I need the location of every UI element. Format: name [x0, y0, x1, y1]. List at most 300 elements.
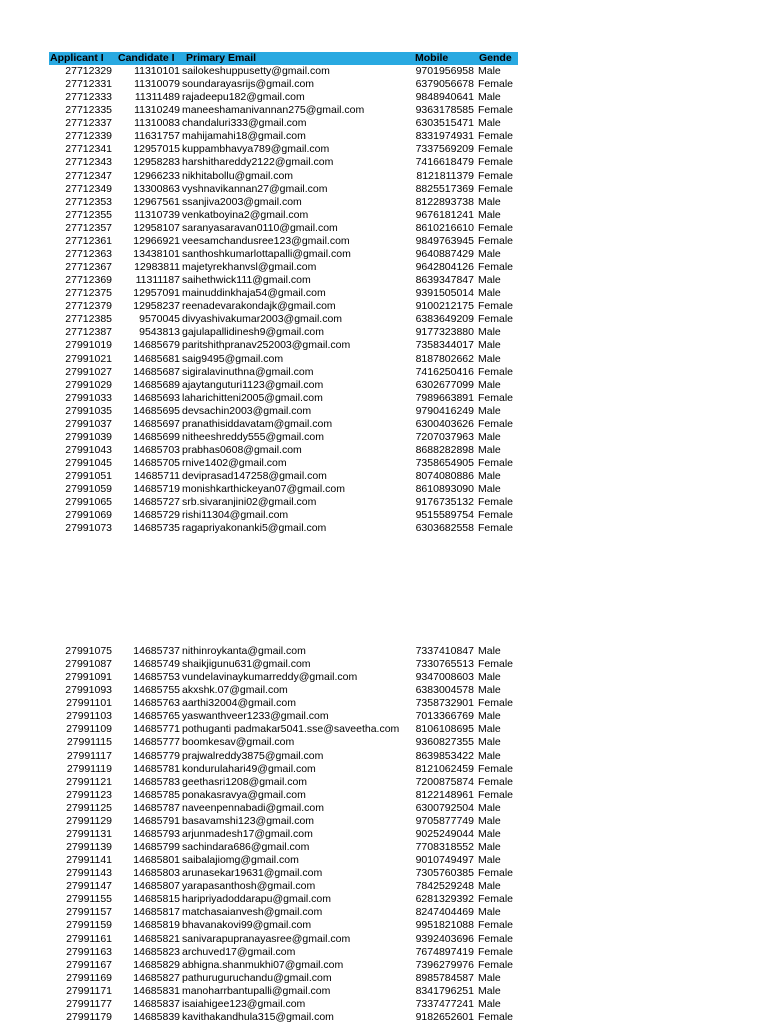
applicant-id-cell[interactable]: 27991117 [66, 749, 112, 762]
table-row[interactable] [0, 946, 768, 959]
email-cell[interactable]: santhoshkumarlottapalli@gmail.com [182, 247, 351, 260]
mobile-cell[interactable]: 9025249044 [415, 827, 474, 840]
email-cell[interactable]: rishi11304@gmail.com [182, 509, 289, 522]
gender-cell[interactable]: Female [478, 261, 514, 274]
table-row[interactable] [0, 867, 768, 880]
gender-cell[interactable]: Male [478, 997, 501, 1010]
mobile-cell[interactable]: 6302677099 [415, 378, 474, 391]
gender-cell[interactable]: Female [478, 945, 514, 958]
gender-cell[interactable]: Female [478, 234, 514, 247]
applicant-id-cell[interactable]: 27712385 [65, 313, 112, 326]
table-row[interactable] [0, 854, 768, 867]
mobile-cell[interactable]: 9951821088 [415, 919, 474, 932]
mobile-cell[interactable]: 8121062459 [415, 762, 474, 775]
mobile-cell[interactable]: 9010749497 [415, 854, 474, 867]
applicant-id-cell[interactable]: 27991045 [65, 457, 112, 470]
candidate-id-cell[interactable]: 9570045 [139, 313, 180, 326]
applicant-id-cell[interactable]: 27712363 [65, 247, 112, 260]
candidate-id-cell[interactable]: 14685803 [133, 867, 180, 880]
gender-cell[interactable]: Female [478, 169, 514, 182]
table-row[interactable] [0, 274, 768, 287]
email-cell[interactable]: yarapasanthosh@gmail.com [182, 880, 316, 893]
mobile-cell[interactable]: 8639853422 [415, 749, 474, 762]
applicant-id-cell[interactable]: 27991109 [66, 723, 112, 736]
applicant-id-cell[interactable]: 27991087 [65, 658, 112, 671]
gender-cell[interactable]: Male [478, 247, 501, 260]
gender-cell[interactable]: Female [478, 1010, 514, 1023]
gender-cell[interactable]: Male [478, 326, 501, 339]
applicant-id-cell[interactable]: 27712331 [65, 78, 112, 91]
table-row[interactable] [0, 789, 768, 802]
applicant-id-cell[interactable]: 27712369 [65, 274, 112, 287]
candidate-id-cell[interactable]: 14685727 [133, 496, 180, 509]
gender-cell[interactable]: Female [478, 182, 514, 195]
candidate-id-cell[interactable]: 14685793 [133, 827, 180, 840]
table-row[interactable] [0, 880, 768, 893]
applicant-id-cell[interactable]: 27991091 [65, 671, 112, 684]
mobile-cell[interactable]: 8122148961 [415, 788, 474, 801]
gender-cell[interactable]: Male [478, 645, 501, 657]
email-cell[interactable]: saihethwick111@gmail.com [182, 274, 311, 287]
email-cell[interactable]: reenadevarakondajk@gmail.com [182, 300, 336, 313]
mobile-cell[interactable]: 7207037963 [415, 430, 474, 443]
email-cell[interactable]: isaiahigee123@gmail.com [182, 997, 306, 1010]
gender-cell[interactable]: Female [478, 496, 514, 509]
candidate-id-cell[interactable]: 14685799 [133, 841, 180, 854]
email-cell[interactable]: arunasekar19631@gmail.com [182, 867, 323, 880]
mobile-cell[interactable]: 7200875874 [415, 775, 474, 788]
gender-cell[interactable]: Male [478, 684, 501, 697]
candidate-id-cell[interactable]: 12957091 [133, 287, 180, 300]
mobile-cell[interactable]: 7337569209 [415, 143, 474, 156]
gender-cell[interactable]: Female [478, 762, 514, 775]
mobile-cell[interactable]: 8985784587 [415, 971, 474, 984]
gender-cell[interactable]: Female [478, 417, 514, 430]
applicant-id-cell[interactable]: 27991159 [66, 919, 112, 932]
table-row[interactable] [0, 196, 768, 209]
email-cell[interactable]: akxshk.07@gmail.com [182, 684, 288, 697]
email-cell[interactable]: pothuganti padmakar5041.sse@saveetha.com [182, 723, 400, 736]
candidate-id-cell[interactable]: 14685819 [133, 919, 180, 932]
candidate-id-cell[interactable]: 11631757 [134, 130, 180, 143]
email-cell[interactable]: prajwalreddy3875@gmail.com [182, 749, 324, 762]
gender-cell[interactable]: Male [478, 470, 501, 483]
applicant-id-cell[interactable]: 27712347 [65, 169, 112, 182]
candidate-id-cell[interactable]: 14685785 [133, 788, 180, 801]
gender-cell[interactable]: Female [478, 143, 514, 156]
candidate-id-cell[interactable]: 14685779 [133, 749, 180, 762]
email-cell[interactable]: sachindara686@gmail.com [182, 841, 310, 854]
candidate-id-cell[interactable]: 14685815 [133, 893, 180, 906]
applicant-id-cell[interactable]: 27991037 [65, 417, 112, 430]
mobile-cell[interactable]: 8341796251 [415, 984, 474, 997]
applicant-id-cell[interactable]: 27712357 [65, 221, 112, 234]
table-row[interactable] [0, 710, 768, 723]
table-row[interactable] [0, 736, 768, 749]
table-row[interactable] [0, 483, 768, 496]
candidate-id-cell[interactable]: 11310101 [134, 65, 180, 77]
email-cell[interactable]: vyshnavikannan27@gmail.com [182, 182, 328, 195]
mobile-cell[interactable]: 6281329392 [415, 893, 474, 906]
email-cell[interactable]: chandaluri333@gmail.com [182, 117, 307, 130]
mobile-cell[interactable]: 9642804126 [415, 261, 474, 274]
mobile-cell[interactable]: 9515589754 [415, 509, 474, 522]
candidate-id-cell[interactable]: 14685729 [133, 509, 180, 522]
mobile-cell[interactable]: 6303515471 [415, 117, 474, 130]
gender-cell[interactable]: Male [478, 195, 501, 208]
applicant-id-cell[interactable]: 27991101 [66, 697, 112, 710]
applicant-id-cell[interactable]: 27991073 [65, 522, 112, 535]
mobile-cell[interactable]: 7013366769 [415, 710, 474, 723]
mobile-cell[interactable]: 9848940641 [415, 91, 474, 104]
email-cell[interactable]: venkatboyina2@gmail.com [182, 208, 309, 221]
email-cell[interactable]: soundarayasrijs@gmail.com [182, 78, 315, 91]
gender-cell[interactable]: Male [478, 723, 501, 736]
email-cell[interactable]: maneeshamanivannan275@gmail.com [182, 104, 365, 117]
applicant-id-cell[interactable]: 27712333 [65, 91, 112, 104]
applicant-id-cell[interactable]: 27991129 [66, 814, 112, 827]
gender-cell[interactable]: Female [478, 313, 514, 326]
candidate-id-cell[interactable]: 14685765 [133, 710, 180, 723]
email-cell[interactable]: sanivarapupranayasree@gmail.com [182, 932, 351, 945]
applicant-id-cell[interactable]: 27991075 [65, 645, 112, 657]
table-row[interactable] [0, 509, 768, 522]
candidate-id-cell[interactable]: 14685791 [133, 814, 180, 827]
candidate-id-cell[interactable]: 14685821 [133, 932, 180, 945]
gender-cell[interactable]: Male [478, 91, 501, 104]
mobile-cell[interactable]: 6303682558 [415, 522, 474, 535]
candidate-id-cell[interactable]: 14685777 [133, 736, 180, 749]
candidate-id-cell[interactable]: 14685681 [133, 352, 180, 365]
email-cell[interactable]: sigiralavinuthna@gmail.com [182, 365, 314, 378]
mobile-cell[interactable]: 6379056678 [415, 78, 474, 91]
applicant-id-cell[interactable]: 27712353 [65, 195, 112, 208]
mobile-cell[interactable]: 9100212175 [415, 300, 474, 313]
email-cell[interactable]: manoharrbantupalli@gmail.com [182, 984, 331, 997]
table-row[interactable] [0, 671, 768, 684]
gender-cell[interactable]: Male [478, 274, 501, 287]
mobile-cell[interactable]: 7708318552 [415, 841, 474, 854]
applicant-id-cell[interactable]: 27991039 [65, 430, 112, 443]
candidate-id-cell[interactable]: 14685697 [133, 417, 180, 430]
mobile-cell[interactable]: 8122893738 [415, 195, 474, 208]
table-row[interactable] [0, 522, 768, 535]
table-row[interactable] [0, 684, 768, 697]
candidate-id-cell[interactable]: 14685703 [133, 444, 180, 457]
email-cell[interactable]: aarthi32004@gmail.com [182, 697, 296, 710]
table-row[interactable] [0, 261, 768, 274]
candidate-id-cell[interactable]: 12967561 [133, 195, 180, 208]
candidate-id-cell[interactable]: 12958107 [133, 221, 180, 234]
email-cell[interactable]: sailokeshuppusetty@gmail.com [182, 65, 330, 77]
applicant-id-cell[interactable]: 27991019 [65, 339, 112, 352]
mobile-cell[interactable]: 7989663891 [415, 391, 474, 404]
mobile-cell[interactable]: 7416250416 [415, 365, 474, 378]
candidate-id-cell[interactable]: 14685753 [133, 671, 180, 684]
gender-cell[interactable]: Male [478, 287, 501, 300]
table-row[interactable] [0, 470, 768, 483]
candidate-id-cell[interactable]: 14685695 [133, 404, 180, 417]
gender-cell[interactable]: Male [478, 352, 501, 365]
gender-cell[interactable]: Female [478, 130, 514, 143]
candidate-id-cell[interactable]: 11311187 [135, 274, 180, 287]
email-cell[interactable]: rajadeepu182@gmail.com [182, 91, 305, 104]
candidate-id-cell[interactable]: 9543813 [139, 326, 180, 339]
candidate-id-cell[interactable]: 12958283 [133, 156, 180, 169]
table-row[interactable] [0, 405, 768, 418]
gender-cell[interactable]: Female [478, 788, 514, 801]
gender-cell[interactable]: Male [478, 444, 501, 457]
gender-cell[interactable]: Female [478, 697, 514, 710]
candidate-id-cell[interactable]: 14685787 [133, 801, 180, 814]
applicant-id-cell[interactable]: 27991131 [66, 827, 112, 840]
email-cell[interactable]: ssanjiva2003@gmail.com [182, 195, 302, 208]
gender-cell[interactable]: Female [478, 867, 514, 880]
email-cell[interactable]: divyashivakumar2003@gmail.com [182, 313, 343, 326]
table-row[interactable] [0, 379, 768, 392]
email-cell[interactable]: shaikjigunu631@gmail.com [182, 658, 311, 671]
mobile-cell[interactable]: 9705877749 [415, 814, 474, 827]
header-mobile[interactable]: Mobile [415, 52, 449, 64]
email-cell[interactable]: pathuruguruchandu@gmail.com [182, 971, 332, 984]
gender-cell[interactable]: Female [478, 221, 514, 234]
candidate-id-cell[interactable]: 14685699 [133, 430, 180, 443]
applicant-id-cell[interactable]: 27991161 [66, 932, 112, 945]
applicant-id-cell[interactable]: 27991119 [66, 762, 112, 775]
applicant-id-cell[interactable]: 27991121 [66, 775, 112, 788]
email-cell[interactable]: majetyrekhanvsl@gmail.com [182, 261, 317, 274]
mobile-cell[interactable]: 8074080886 [415, 470, 474, 483]
applicant-id-cell[interactable]: 27712337 [65, 117, 112, 130]
mobile-cell[interactable]: 9176735132 [415, 496, 474, 509]
applicant-id-cell[interactable]: 27712349 [65, 182, 112, 195]
applicant-id-cell[interactable]: 27991169 [66, 971, 112, 984]
table-row[interactable] [0, 431, 768, 444]
mobile-cell[interactable]: 7674897419 [415, 945, 474, 958]
table-row[interactable] [0, 130, 768, 143]
email-cell[interactable]: paritshithpranav252003@gmail.com [182, 339, 351, 352]
mobile-cell[interactable]: 9676181241 [415, 208, 474, 221]
gender-cell[interactable]: Male [478, 378, 501, 391]
mobile-cell[interactable]: 9640887429 [415, 247, 474, 260]
candidate-id-cell[interactable]: 14685829 [133, 958, 180, 971]
table-row[interactable] [0, 209, 768, 222]
gender-cell[interactable]: Female [478, 775, 514, 788]
applicant-id-cell[interactable]: 27991115 [66, 736, 112, 749]
candidate-id-cell[interactable]: 14685755 [133, 684, 180, 697]
mobile-cell[interactable]: 7358344017 [415, 339, 474, 352]
candidate-id-cell[interactable]: 14685679 [133, 339, 180, 352]
candidate-id-cell[interactable]: 14685807 [133, 880, 180, 893]
gender-cell[interactable]: Male [478, 749, 501, 762]
email-cell[interactable]: laharichitteni2005@gmail.com [182, 391, 323, 404]
gender-cell[interactable]: Female [478, 958, 514, 971]
candidate-id-cell[interactable]: 14685839 [133, 1010, 180, 1023]
table-row[interactable] [0, 697, 768, 710]
applicant-id-cell[interactable]: 27991147 [66, 880, 112, 893]
table-row[interactable] [0, 919, 768, 932]
header-applicant-id[interactable]: Applicant I [50, 52, 104, 64]
gender-cell[interactable]: Male [478, 984, 501, 997]
table-row[interactable] [0, 183, 768, 196]
gender-cell[interactable]: Male [478, 671, 501, 684]
applicant-id-cell[interactable]: 27991069 [65, 509, 112, 522]
gender-cell[interactable]: Male [478, 208, 501, 221]
gender-cell[interactable]: Male [478, 430, 501, 443]
mobile-cell[interactable]: 9347008603 [415, 671, 474, 684]
email-cell[interactable]: devsachin2003@gmail.com [182, 404, 312, 417]
email-cell[interactable]: saranyasaravan0110@gmail.com [182, 221, 338, 234]
email-cell[interactable]: archuved17@gmail.com [182, 945, 296, 958]
candidate-id-cell[interactable]: 11310079 [134, 78, 180, 91]
email-cell[interactable]: kondurulahari49@gmail.com [182, 762, 316, 775]
email-cell[interactable]: saig9495@gmail.com [182, 352, 284, 365]
table-row[interactable] [0, 985, 768, 998]
table-row[interactable] [0, 91, 768, 104]
table-row[interactable] [0, 170, 768, 183]
email-cell[interactable]: haripriyadoddarapu@gmail.com [182, 893, 331, 906]
applicant-id-cell[interactable]: 27712329 [65, 65, 112, 77]
gender-cell[interactable]: Male [478, 404, 501, 417]
mobile-cell[interactable]: 6383649209 [415, 313, 474, 326]
candidate-id-cell[interactable]: 13438101 [133, 247, 180, 260]
email-cell[interactable]: rnive1402@gmail.com [182, 457, 287, 470]
mobile-cell[interactable]: 7337477241 [415, 997, 474, 1010]
table-row[interactable] [0, 933, 768, 946]
applicant-id-cell[interactable]: 27991029 [65, 378, 112, 391]
candidate-id-cell[interactable]: 14685737 [133, 645, 180, 657]
candidate-id-cell[interactable]: 14685827 [133, 971, 180, 984]
mobile-cell[interactable]: 9177323880 [415, 326, 474, 339]
table-row[interactable] [0, 353, 768, 366]
table-row[interactable] [0, 300, 768, 313]
mobile-cell[interactable]: 8187802662 [415, 352, 474, 365]
table-row[interactable] [0, 658, 768, 671]
gender-cell[interactable]: Male [478, 339, 501, 352]
applicant-id-cell[interactable]: 27712339 [65, 130, 112, 143]
table-row[interactable] [0, 906, 768, 919]
candidate-id-cell[interactable]: 14685735 [133, 522, 180, 535]
gender-cell[interactable]: Female [478, 919, 514, 932]
candidate-id-cell[interactable]: 14685831 [133, 984, 180, 997]
mobile-cell[interactable]: 8106108695 [415, 723, 474, 736]
mobile-cell[interactable]: 9391505014 [415, 287, 474, 300]
gender-cell[interactable]: Male [478, 801, 501, 814]
table-row[interactable] [0, 457, 768, 470]
gender-cell[interactable]: Male [478, 827, 501, 840]
applicant-id-cell[interactable]: 27712341 [65, 143, 112, 156]
gender-cell[interactable]: Female [478, 457, 514, 470]
mobile-cell[interactable]: 6300792504 [415, 801, 474, 814]
email-cell[interactable]: vundelavinaykumarreddy@gmail.com [182, 671, 358, 684]
mobile-cell[interactable]: 9790416249 [415, 404, 474, 417]
candidate-id-cell[interactable]: 14685801 [133, 854, 180, 867]
mobile-cell[interactable]: 9849763945 [415, 234, 474, 247]
applicant-id-cell[interactable]: 27991043 [65, 444, 112, 457]
applicant-id-cell[interactable]: 27712361 [65, 234, 112, 247]
table-row[interactable] [0, 143, 768, 156]
email-cell[interactable]: kavithakandhula315@gmail.com [182, 1010, 334, 1023]
table-row[interactable] [0, 248, 768, 261]
candidate-id-cell[interactable]: 11310249 [134, 104, 180, 117]
table-row[interactable] [0, 117, 768, 130]
email-cell[interactable]: mahijamahi18@gmail.com [182, 130, 306, 143]
email-cell[interactable]: pranathisiddavatam@gmail.com [182, 417, 333, 430]
email-cell[interactable]: boomkesav@gmail.com [182, 736, 295, 749]
candidate-id-cell[interactable]: 14685817 [133, 906, 180, 919]
mobile-cell[interactable]: 9363178585 [415, 104, 474, 117]
table-row[interactable] [0, 156, 768, 169]
candidate-id-cell[interactable]: 14685763 [133, 697, 180, 710]
table-row[interactable] [0, 104, 768, 117]
table-row[interactable] [0, 645, 768, 658]
table-row[interactable] [0, 841, 768, 854]
gender-cell[interactable]: Female [478, 658, 514, 671]
mobile-cell[interactable]: 8825517369 [415, 182, 474, 195]
mobile-cell[interactable]: 8121811379 [416, 169, 474, 182]
applicant-id-cell[interactable]: 27991179 [66, 1010, 112, 1023]
candidate-id-cell[interactable]: 12958237 [133, 300, 180, 313]
gender-cell[interactable]: Male [478, 854, 501, 867]
email-cell[interactable]: yaswanthveer1233@gmail.com [182, 710, 329, 723]
applicant-id-cell[interactable]: 27991141 [66, 854, 112, 867]
candidate-id-cell[interactable]: 12983811 [134, 261, 180, 274]
mobile-cell[interactable]: 8688282898 [415, 444, 474, 457]
applicant-id-cell[interactable]: 27991157 [66, 906, 112, 919]
table-row[interactable] [0, 776, 768, 789]
applicant-id-cell[interactable]: 27991033 [65, 391, 112, 404]
table-row[interactable] [0, 1011, 768, 1024]
mobile-cell[interactable]: 8639347847 [415, 274, 474, 287]
gender-cell[interactable]: Male [478, 65, 501, 77]
email-cell[interactable]: saibalajiomg@gmail.com [182, 854, 299, 867]
applicant-id-cell[interactable]: 27991171 [66, 984, 112, 997]
mobile-cell[interactable]: 6383004578 [415, 684, 474, 697]
candidate-id-cell[interactable]: 14685783 [133, 775, 180, 788]
candidate-id-cell[interactable]: 14685771 [133, 723, 180, 736]
table-row[interactable] [0, 418, 768, 431]
email-cell[interactable]: mainuddinkhaja54@gmail.com [182, 287, 326, 300]
mobile-cell[interactable]: 9360827355 [415, 736, 474, 749]
gender-cell[interactable]: Male [478, 906, 501, 919]
table-row[interactable] [0, 78, 768, 91]
mobile-cell[interactable]: 7842529248 [415, 880, 474, 893]
mobile-cell[interactable]: 8247404469 [415, 906, 474, 919]
applicant-id-cell[interactable]: 27712375 [65, 287, 112, 300]
applicant-id-cell[interactable]: 27712379 [65, 300, 112, 313]
header-candidate-id[interactable]: Candidate I [118, 52, 175, 64]
candidate-id-cell[interactable]: 14685711 [134, 470, 180, 483]
table-row[interactable] [0, 959, 768, 972]
candidate-id-cell[interactable]: 11310083 [134, 117, 180, 130]
candidate-id-cell[interactable]: 11310739 [134, 208, 180, 221]
gender-cell[interactable]: Female [478, 932, 514, 945]
table-row[interactable] [0, 763, 768, 776]
candidate-id-cell[interactable]: 14685719 [133, 483, 180, 496]
email-cell[interactable]: ponakasravya@gmail.com [182, 788, 306, 801]
table-row[interactable] [0, 366, 768, 379]
applicant-id-cell[interactable]: 27991103 [66, 710, 112, 723]
candidate-id-cell[interactable]: 14685689 [133, 378, 180, 391]
candidate-id-cell[interactable]: 14685705 [133, 457, 180, 470]
mobile-cell[interactable]: 9392403696 [415, 932, 474, 945]
candidate-id-cell[interactable]: 12966921 [133, 234, 180, 247]
candidate-id-cell[interactable]: 13300863 [133, 182, 180, 195]
mobile-cell[interactable]: 8331974931 [415, 130, 474, 143]
table-row[interactable] [0, 222, 768, 235]
email-cell[interactable]: matchasaianvesh@gmail.com [182, 906, 323, 919]
gender-cell[interactable]: Male [478, 736, 501, 749]
